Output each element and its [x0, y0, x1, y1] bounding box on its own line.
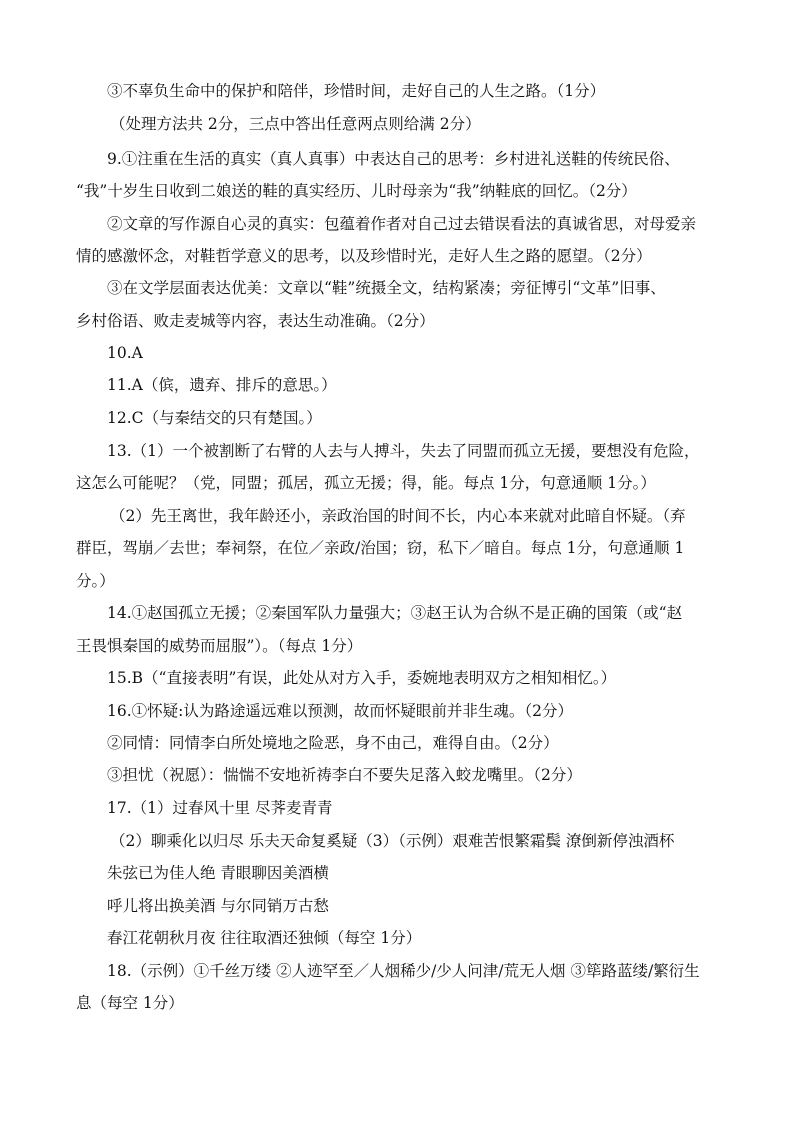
text-line: 乡村俗语、败走麦城等内容，表达生动准确。（2分） [76, 312, 435, 330]
text-line: 王畏惧秦国的威势而屈服”）。（每点 1分） [76, 637, 363, 655]
text-line: “我”十岁生日收到二娘送的鞋的真实经历、儿时母亲为“我”纳鞋底的回忆。（2分） [76, 182, 637, 200]
text-line: 春江花朝秋月夜 往往取酒还独倾（每空 1分） [107, 929, 422, 947]
text-line: 16.①怀疑:认为路途遥远难以预测，故而怀疑眼前并非生魂。（2分） [107, 702, 573, 720]
text-line: 息（每空 1分） [76, 994, 184, 1012]
text-line: 18.（示例）①千丝万缕 ②人迹罕至／人烟稀少/少人问津/荒无人烟 ③筚路蓝缕/繁衍生 [107, 962, 700, 980]
text-line: ③不辜负生命中的保护和陪伴，珍惜时间，走好自己的人生之路。（1分） [107, 82, 606, 100]
text-line: ②文章的写作源自心灵的真实：包蕴着作者对自己过去错误看法的真诚省思，对母爱亲 [107, 215, 697, 233]
text-line: 10.A [107, 344, 143, 362]
text-line: （处理方法共 2分，三点中答出任意两点则给满 2分） [110, 115, 481, 133]
text-line: 情的感激怀念，对鞋哲学意义的思考，以及珍惜时光，走好人生之路的愿望。（2分） [76, 247, 652, 265]
text-line: 14.①赵国孤立无援；②秦国军队力量强大；③赵王认为合纵不是正确的国策（或“赵 [107, 604, 683, 622]
text-line: （2）先王离世，我年龄还小，亲政治国的时间不长，内心本来就对此暗自怀疑。（弃 [110, 507, 686, 525]
text-line: ③担忧（祝愿）：惴惴不安地祈祷李白不要失足落入蛟龙嘴里。（2分） [107, 766, 582, 784]
text-line: ③在文学层面表达优美：文章以“鞋”统摄全文，结构紧凑；旁征博引“文革”旧事、 [107, 279, 666, 297]
text-line: 呼儿将出换美酒 与尔同销万古愁 [107, 897, 329, 915]
text-line: 15.B（“直接表明”有误，此处从对方入手，委婉地表明双方之相知相忆。） [107, 669, 617, 687]
text-line: 分。） [76, 572, 115, 590]
text-line: ②同情：同情李白所处境地之险恶，身不由己，难得自由。（2分） [107, 734, 559, 752]
text-line: 17.（1）过春风十里 尽荠麦青青 [107, 799, 333, 817]
text-line: 12.C（与秦结交的只有楚国。） [107, 409, 322, 427]
text-line: 群臣，驾崩／去世；奉祠祭，在位／亲政/治国；窃，私下／暗自。每点 1分，句意通顺 1 [76, 539, 685, 557]
text-line: 9.①注重在生活的真实（真人真事）中表达自己的思考：乡村进礼送鞋的传统民俗、 [107, 150, 680, 168]
text-line: 朱弦已为佳人绝 青眼聊因美酒横 [107, 864, 329, 882]
text-line: 13.（1）一个被割断了右臂的人去与人搏斗，失去了同盟而孤立无援，要想没有危险， [107, 442, 700, 460]
text-line: 这怎么可能呢？（党，同盟；孤居，孤立无援；得，能。每点 1分，句意通顺 1分。） [76, 474, 656, 492]
text-line: 11.A（傧，遗弃、排斥的意思。） [107, 376, 337, 394]
text-line: （2）聊乘化以归尽 乐夫天命复奚疑（3）（示例）艰难苦恨繁霜鬓 潦倒新停浊酒杯 [110, 832, 675, 850]
